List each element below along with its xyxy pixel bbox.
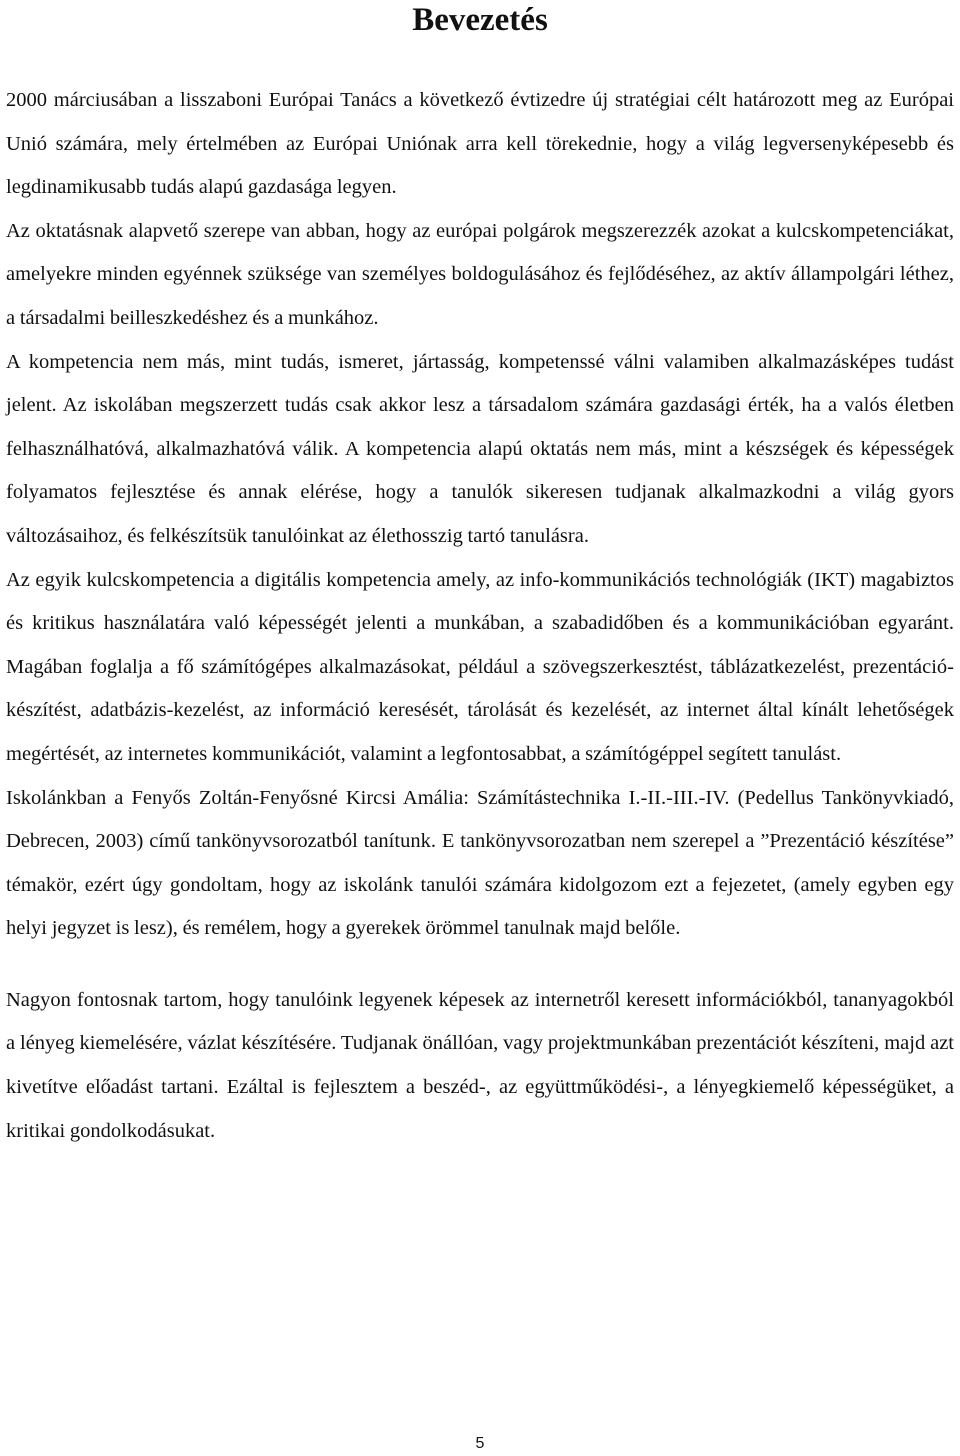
paragraph-competence-definition: A kompetencia nem más, mint tudás, ismeret, jártasság, kompetenssé válni valamiben alkalmazásképes tudást jelent. Az iskolában megszerzett tudás csak akkor lesz a társadalom számára gazdasági érték, ha a valós életben felhasználhatóvá, alkalmazhatóvá válik. A kompetencia alapú oktatás nem más, mint a készségek és képességek folyamatos fejlesztése és annak elérése, hogy a tanulók sikeresen tudjanak alkalmazkodni a világ gyors változásaihoz, és felkészítsük tanulóinkat az élethosszig tartó tanulásra. <box>6 350 954 547</box>
paragraph-goals: Nagyon fontosnak tartom, hogy tanulóink legyenek képesek az internetről keresett információkból, tananyagokból a lényeg kiemelésére, vázlat készítésére. Tudjanak önállóan, vagy projektmunkában prezentációt készíteni, majd azt kivetítve előadást tartani. Ezáltal is fejlesztem a beszéd-, az együttműködési-, a lényegkiemelő képességüket, a kritikai gondolkodásukat. <box>6 988 954 1142</box>
document-page <box>6 0 954 1153</box>
paragraph-textbook-series: Iskolánkban a Fenyős Zoltán-Fenyősné Kircsi Amália: Számítástechnika I.-II.-III.-IV. (Pedellus Tankönyvkiadó, Debrecen, 2003) című tankönyvsorozatból tanítunk. E tankönyvsorozatban nem szerepel a ”Prezentáció készítése” témakör, ezért úgy gondoltam, hogy az iskolánk tanulói számára kidolgozom ezt a fejezetet, (amely egyben egy helyi jegyzet is lesz), és remélem, hogy a gyerekek örömmel tanulnak majd belőle. <box>6 786 954 940</box>
paragraph-digital-competence: Az egyik kulcskompetencia a digitális kompetencia amely, az info-kommunikációs technológiák (IKT) magabiztos és kritikus használatára való képességét jelenti a munkában, a szabadidőben és a kommunikációban egyaránt. Magában foglalja a fő számítógépes alkalmazásokat, például a szövegszerkesztést, táblázatkezelést, prezentáció-készítést, adatbázis-kezelést, az információ keresését, tárolását és kezelését, az internet által kínált lehetőségek megértését, az internetes kommunikációt, valamint a legfontosabbat, a számítógéppel segített tanulást. <box>6 568 954 765</box>
paragraph-education-role: Az oktatásnak alapvető szerepe van abban, hogy az európai polgárok megszerezzék azokat a kulcskompetenciákat, amelyekre minden egyénnek szüksége van személyes boldogulásához és fejlődéséhez, az aktív állampolgári léthez, a társadalmi beilleszkedéshez és a munkához. <box>6 219 954 329</box>
page-number: 5 <box>475 1435 485 1452</box>
page-title: Bevezetés <box>412 2 548 38</box>
paragraph-lisbon-strategy: 2000 márciusában a lisszaboni Európai Tanács a következő évtizedre új stratégiai célt határozott meg az Európai Unió számára, mely értelmében az Európai Uniónak arra kell törekednie, hogy a világ legversenyképesebb és legdinamikusabb tudás alapú gazdasága legyen. <box>6 89 954 199</box>
